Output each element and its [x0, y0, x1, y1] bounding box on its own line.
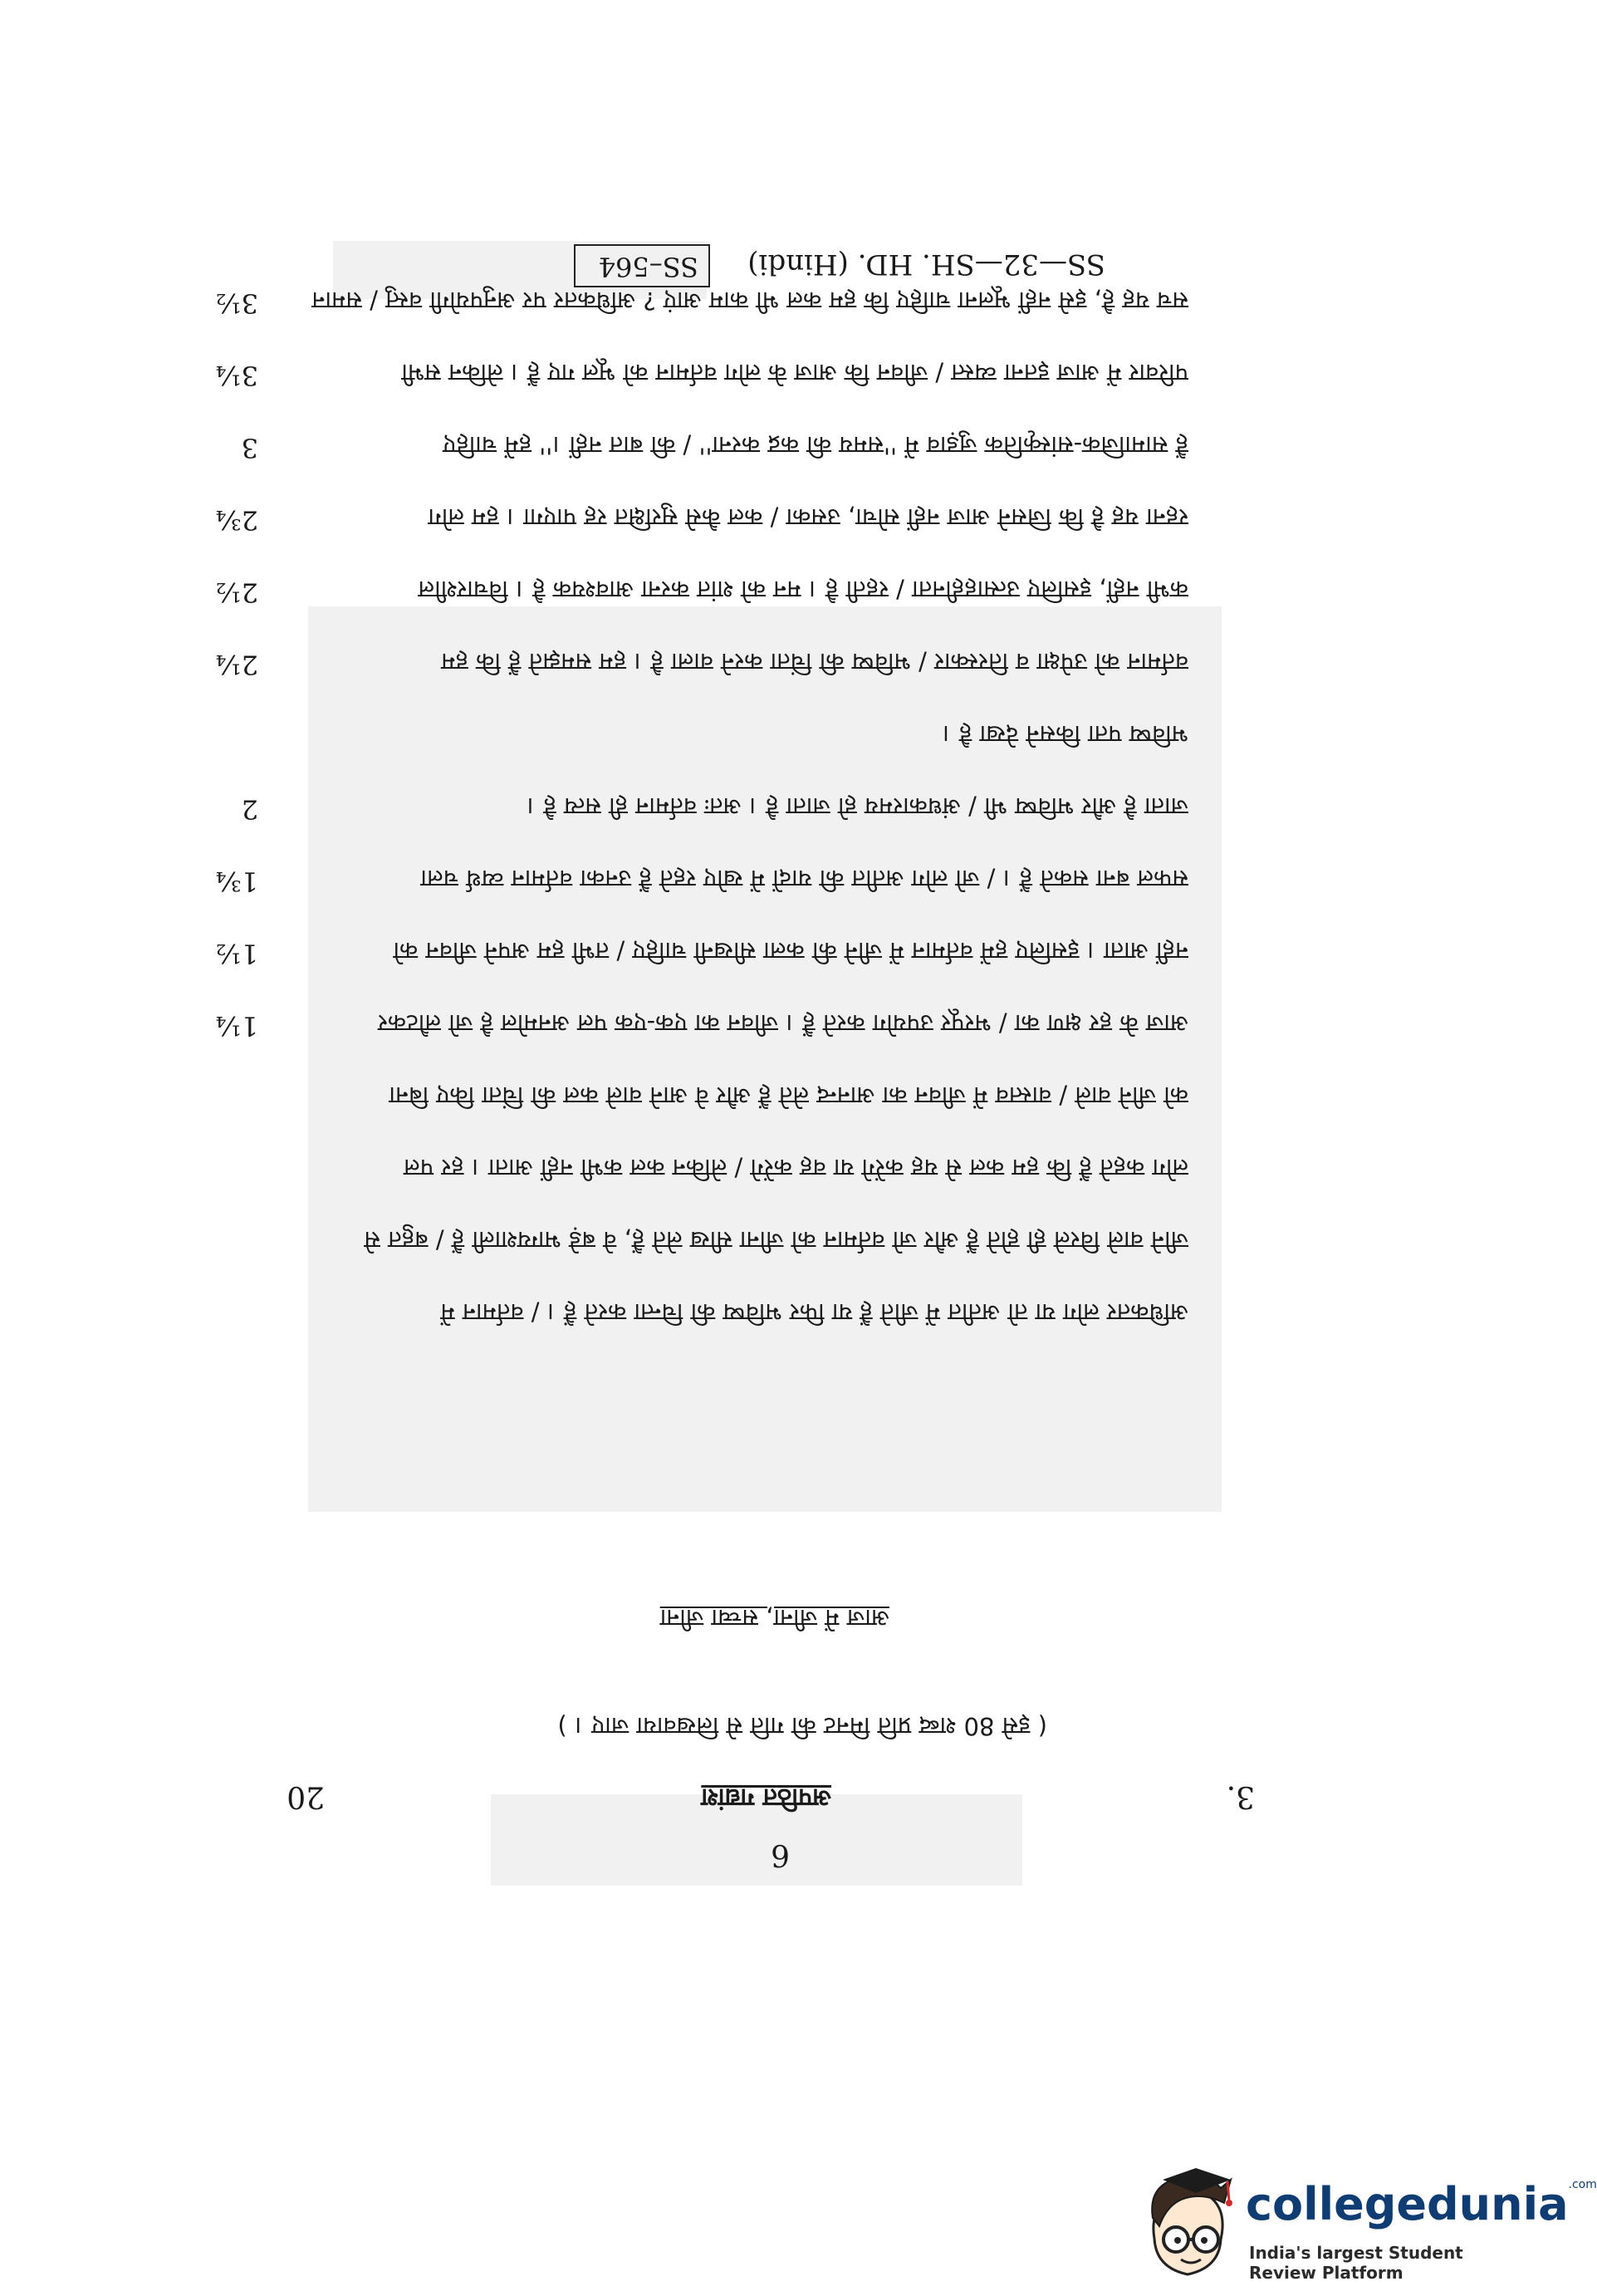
time-mark: 2½ — [215, 576, 258, 608]
passage-line: सफल बना सकते हैं । / जो लोग अतीत की यादों में खोए रहते हैं उनका वर्तमान व्यर्थ चला — [420, 865, 1188, 893]
mascot-icon — [1138, 2160, 1237, 2284]
time-mark: 2¼ — [215, 649, 258, 680]
time-mark: 3½ — [215, 287, 258, 319]
time-mark: 1¼ — [215, 1010, 258, 1042]
page-number: 6 — [771, 1837, 790, 1872]
time-mark: 3¼ — [215, 360, 258, 391]
passage-line: जाता है और भविष्य भी / अंधकारमय हो जाता है । अतः वर्तमान ही सत्य है । — [527, 792, 1188, 821]
passage-line: कभी नहीं, इसलिए उत्साहहीनता / रहती है । मन को शांत करना आवश्यक है । विचारशील — [418, 576, 1188, 604]
time-mark: 1¾ — [215, 866, 258, 897]
time-mark: 2 — [241, 793, 258, 825]
passage-line: अधिकतर लोग या तो अतीत में जीते हैं या फिर भविष्य की चिन्ता करते हैं । / वर्तमान में — [440, 1298, 1188, 1327]
passage-line: परिवार में आज इतना व्यस्त / जीवन कि आज के लोग वर्तमान को भूल गए हैं । लेकिन सभी — [401, 359, 1188, 387]
paper-series-code: SS—32—SH. HD. (Hindi) — [747, 248, 1105, 281]
paper-code: SS–564 — [598, 251, 698, 282]
passage-line: हैं सामाजिक-सांस्कृतिक जुड़ाव में ''समय की कद्र करना'' / की बात नहीं ।'' हमें चाहिए — [443, 431, 1188, 459]
logo-tagline: India's largest Student Review Platform — [1249, 2243, 1463, 2283]
logo-wordmark — [1246, 2178, 1597, 2230]
collegedunia-logo — [1138, 2160, 1597, 2284]
question-marks: 20 — [287, 1779, 325, 1813]
question-title: अपठित गद्यांश — [701, 1783, 831, 1812]
passage-line: लोग कहते हैं कि हम कल से यह करेंगे या वह करेंगे / लेकिन कल कभी नहीं आता । हर पल — [403, 1154, 1188, 1182]
question-number: 3. — [1226, 1779, 1255, 1813]
passage-line: भविष्य पता किसने देखा है । — [942, 720, 1188, 748]
passage-line: रहना यह है कि जिसने आज नहीं सोचा, उसका / कल कैसे सुरक्षित रह पाएगा । हम लोग — [428, 503, 1188, 532]
passage-line: सच यह है, इसे नहीं भूलना चाहिए कि हम कल भी काम आएं ? अधिकतर पर अनुपयोगी वस्तु / समान — [311, 287, 1188, 315]
dictation-instruction: ( इसे 80 शब्द प्रति मिनट की गति से लिखवाया जाए । ) — [557, 1712, 1047, 1740]
passage-title: आज में जीना, सच्चा जीना — [659, 1604, 889, 1632]
passage-line: वर्तमान को उपेक्षा व तिरस्कार / भविष्य की चिंता करने वाला है । हम समझते हैं कि हम — [441, 648, 1188, 676]
time-mark: 1½ — [215, 938, 258, 969]
time-mark: 2¾ — [215, 504, 258, 536]
passage-line: आज के हर क्षण का / भरपूर उपयोग करते हैं । जीवन का एक-एक पल अनमोल है जो लौटकर — [378, 1009, 1188, 1038]
logo-suffix: .com — [1568, 2178, 1597, 2191]
passage-line: को जीने वाले / वास्तव में जीवन का आनन्द लेते हैं और वे आने वाले कल की चिंता किए बिना — [389, 1082, 1188, 1110]
logo-name: collegedunia — [1246, 2178, 1569, 2230]
passage-line: नहीं आता । इसलिए हमें वर्तमान में जीने की कला सीखनी चाहिए / तभी हम अपने जीवन को — [393, 937, 1188, 965]
passage-line: जीने वाले विरले ही होते हैं और जो वर्तमान को जीना सीख लेते हैं, वे बड़े भाग्यशाली हैं / बहुत से — [364, 1226, 1188, 1254]
time-mark: 3 — [241, 432, 258, 464]
